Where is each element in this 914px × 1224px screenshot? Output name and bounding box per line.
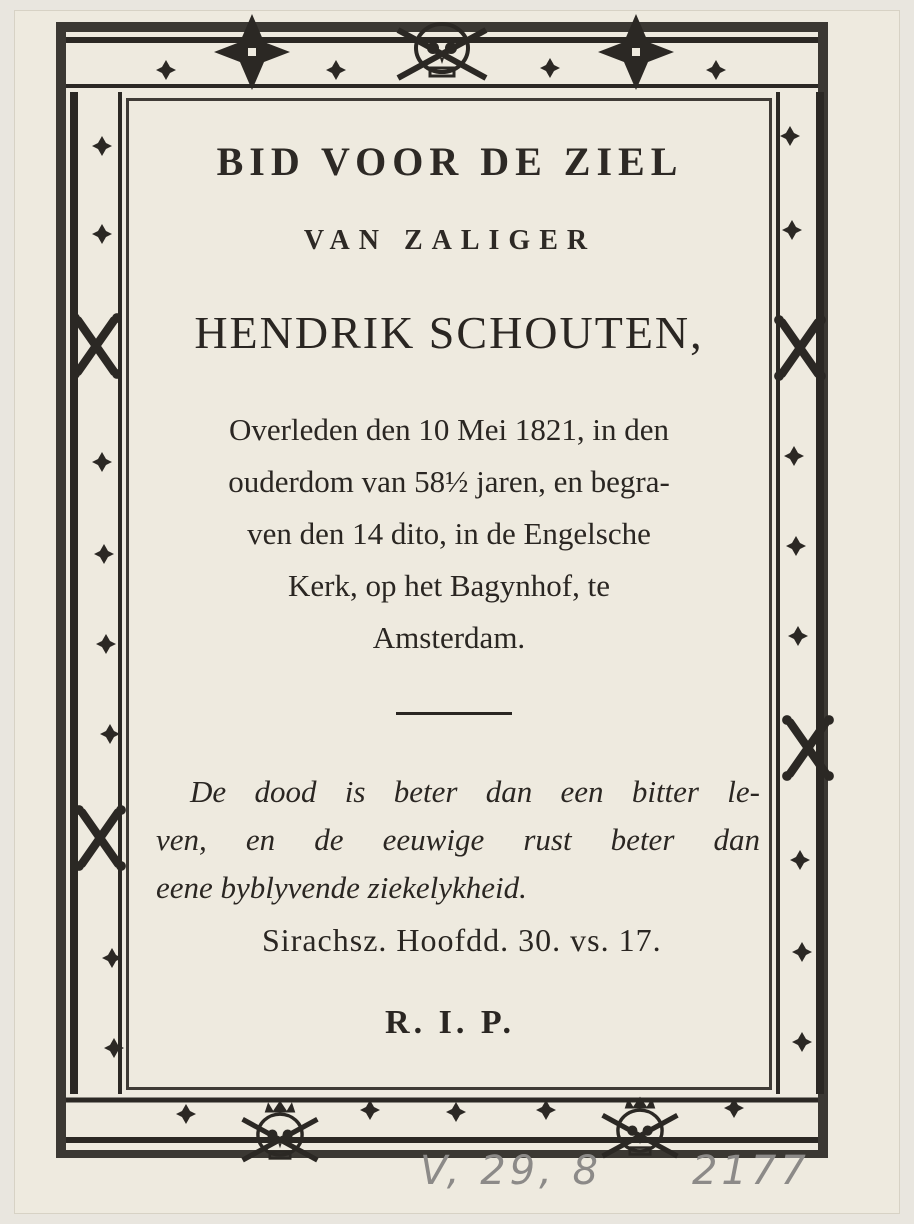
notice-line: Amsterdam. xyxy=(372,620,526,655)
closing-rip: R. I. P. xyxy=(385,1004,515,1041)
notice-line: Overleden den 10 Mei 1821, in den xyxy=(229,412,669,447)
pencil-number-2: 2177 xyxy=(691,1148,810,1194)
quote-line: ven, en de eeuwige rust beter dan xyxy=(156,822,760,857)
notice-line: Kerk, op het Bagynhof, te xyxy=(288,568,610,603)
scripture-quote xyxy=(156,768,760,912)
notice-line: ouderdom van 58½ jaren, en begra- xyxy=(228,464,670,499)
deceased-name: HENDRIK SCHOUTEN, xyxy=(194,307,704,358)
archive-pencil-marks xyxy=(420,1148,860,1194)
scripture-citation: Sirachsz. Hoofdd. 30. vs. 17. xyxy=(262,922,662,958)
heading-line2: VAN ZALIGER xyxy=(303,225,597,256)
pencil-number: V, 29, 8 xyxy=(420,1148,602,1194)
death-notice xyxy=(140,404,758,664)
divider-rule xyxy=(396,712,512,715)
quote-line: eene byblyvende ziekelykheid. xyxy=(156,870,527,905)
notice-line: ven den 14 dito, in de Engelsche xyxy=(247,516,651,551)
quote-line: De dood is beter dan een bitter le- xyxy=(190,774,760,809)
heading-line1: BID VOOR DE ZIEL xyxy=(216,139,684,184)
